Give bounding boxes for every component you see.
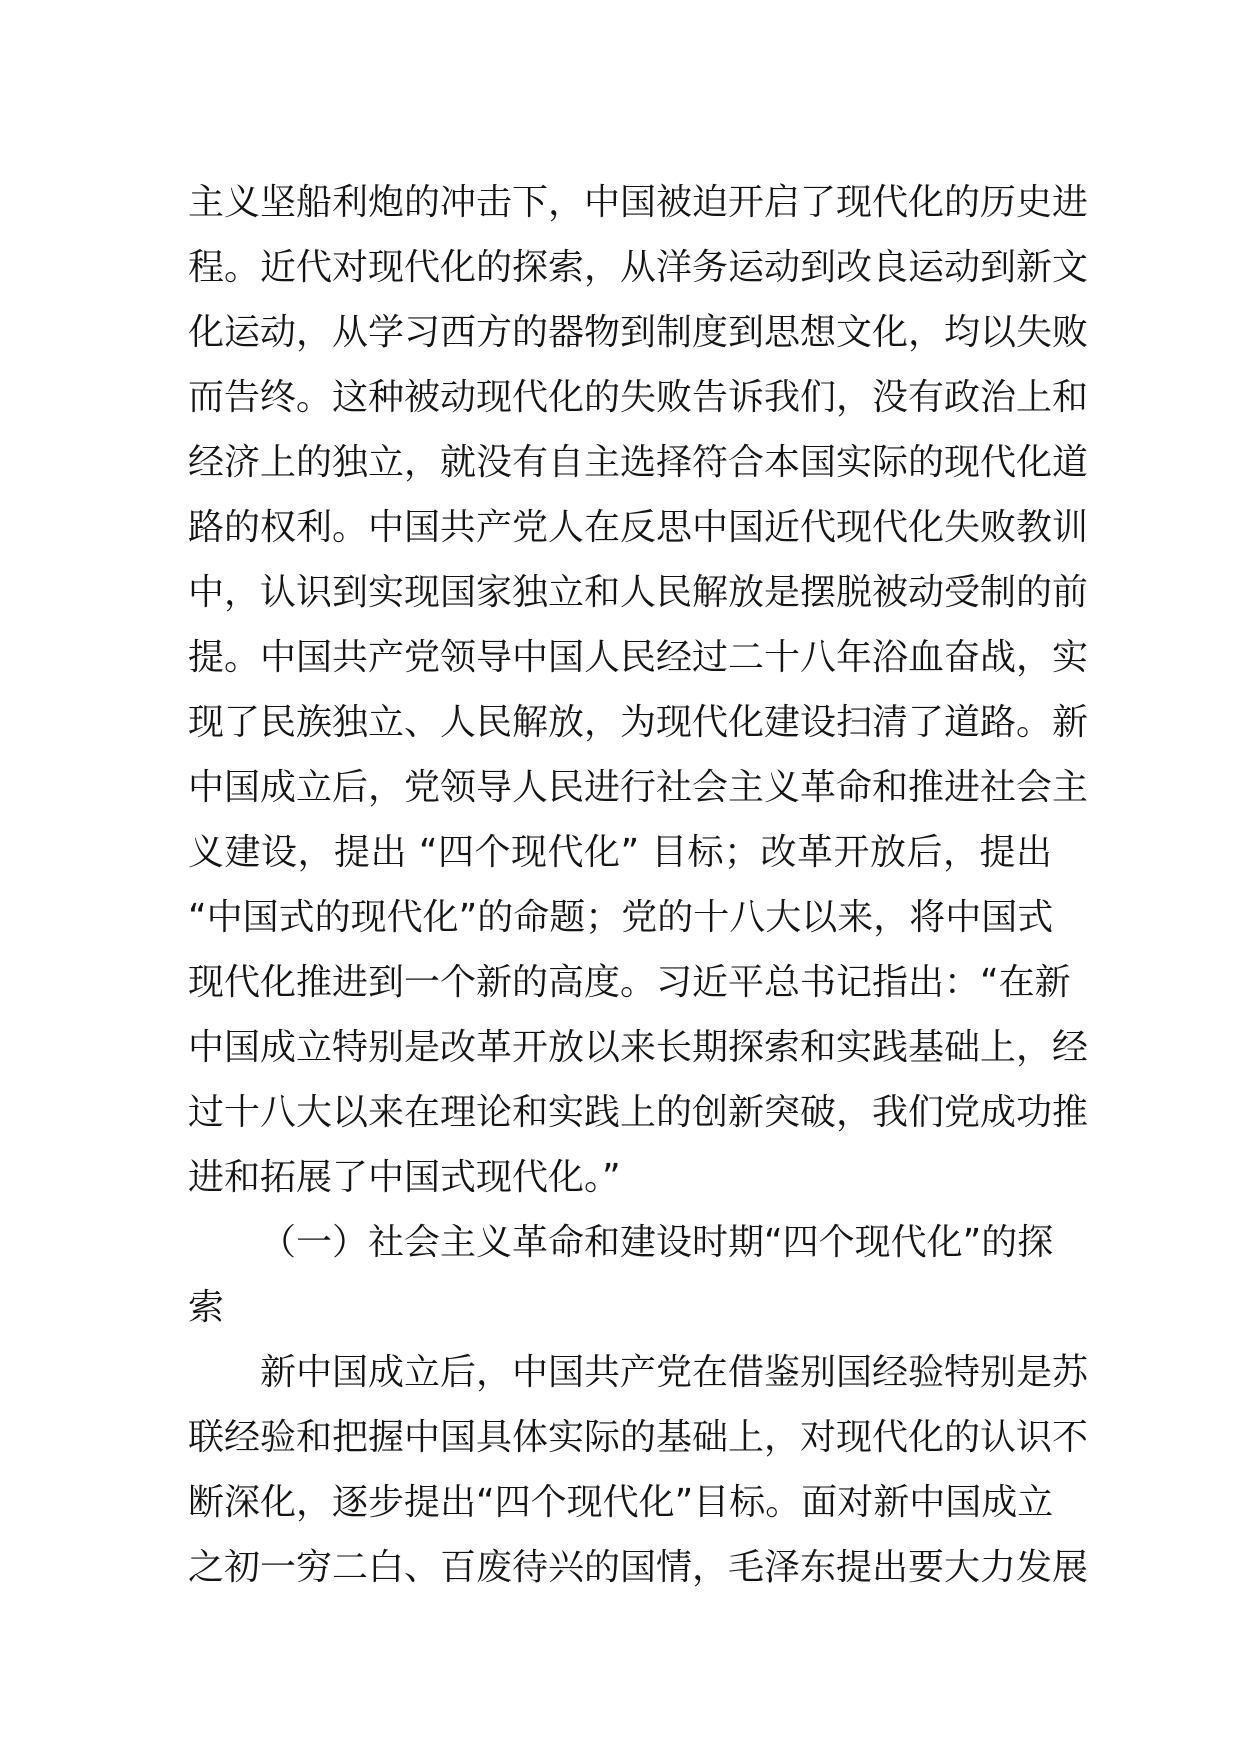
text-line: 主义坚船利炮的冲击下，中国被迫开启了现代化的历史进 [188, 182, 1089, 223]
text-line: 新中国成立后，中国共产党在借鉴别国经验特别是苏 [260, 1352, 1089, 1393]
text-line: 中国成立特别是改革开放以来长期探索和实践基础上，经 [188, 1027, 1089, 1068]
paragraph-2 [188, 1340, 1089, 1600]
text-line: “中国式的现代化”的命题；党的十八大以来，将中国式 [188, 897, 1054, 938]
text-line: 路的权利。中国共产党人在反思中国近代现代化失败教训 [188, 507, 1089, 548]
text-line: 经济上的独立，就没有自主选择符合本国实际的现代化道 [188, 442, 1089, 483]
text-line: 程。近代对现代化的探索，从洋务运动到改良运动到新文 [188, 247, 1089, 288]
text-line: 断深化，逐步提出“四个现代化”目标。面对新中国成立 [188, 1482, 1054, 1523]
text-line: 现了民族独立、人民解放，为现代化建设扫清了道路。新 [188, 702, 1089, 743]
text-line: 而告终。这种被动现代化的失败告诉我们，没有政治上和 [188, 377, 1089, 418]
text-line: 义建设，提出 “四个现代化” 目标；改革开放后，提出 [188, 832, 1052, 873]
document-body [188, 170, 1089, 1600]
text-line: 化运动，从学习西方的器物到制度到思想文化，均以失败 [188, 312, 1089, 353]
heading-line: （一）社会主义革命和建设时期“四个现代化”的探 [260, 1222, 1054, 1263]
text-line: 过十八大以来在理论和实践上的创新突破，我们党成功推 [188, 1092, 1089, 1133]
paragraph-1 [188, 170, 1089, 1210]
text-line: 之初一穷二白、百废待兴的国情，毛泽东提出要大力发展 [188, 1547, 1089, 1588]
text-line: 中国成立后，党领导人民进行社会主义革命和推进社会主 [188, 767, 1089, 808]
text-line: 中，认识到实现国家独立和人民解放是摆脱被动受制的前 [188, 572, 1089, 613]
text-line: 联经验和把握中国具体实际的基础上，对现代化的认识不 [188, 1417, 1089, 1458]
section-heading [188, 1210, 1052, 1340]
text-line: 现代化推进到一个新的高度。习近平总书记指出：“在新 [188, 962, 1071, 1003]
heading-line: 索 [188, 1287, 225, 1328]
text-line: 进和拓展了中国式现代化。” [188, 1157, 621, 1198]
text-line: 提。中国共产党领导中国人民经过二十八年浴血奋战，实 [188, 637, 1089, 678]
